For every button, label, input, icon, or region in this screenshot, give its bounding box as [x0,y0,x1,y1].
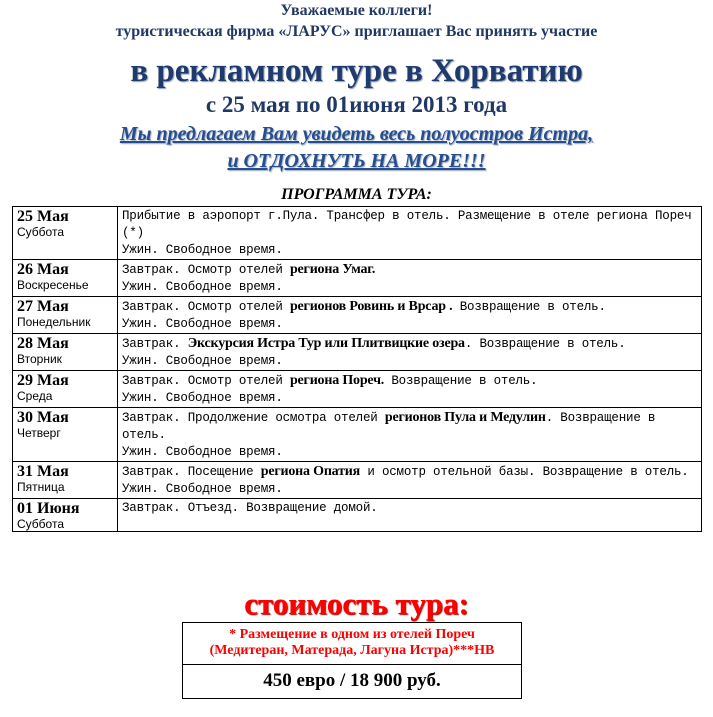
day-program [118,297,702,334]
program-text: Завтрак. [122,337,188,351]
weekday: Пятница [17,480,65,494]
program-highlight: регионов Ровинь и Врсар . [289,299,453,314]
table-row [13,260,702,297]
program-text: Ужин. Свободное время. [122,280,283,294]
program-text: Прибытие в аэропорт г.Пула. Трансфер в отель. Размещение в отеле региона Пореч (*) [122,209,692,240]
tour-cost-title: стоимость тура: [244,586,469,621]
day-date: 25 Мая [17,208,69,225]
table-row [13,297,702,334]
weekday: Вторник [17,352,62,366]
program-text: . Возвращение в отель. [464,337,626,351]
date-cell [13,408,118,462]
invitation-text: туристическая фирма «ЛАРУС» приглашает Вас принять участие [115,23,598,40]
program-highlight: Экскурсия Истра Тур или Плитвицкие озера [187,336,465,351]
day-program [118,207,702,260]
program-text: Ужин. Свободное время. [122,317,283,331]
day-program [118,371,702,408]
table-row [13,334,702,371]
program-text: Ужин. Свободное время. [122,391,283,405]
day-program [118,260,702,297]
date-cell [13,297,118,334]
day-program [118,408,702,462]
date-cell [13,499,118,532]
program-highlight: региона Умаг. [289,262,376,277]
day-program [118,334,702,371]
program-text: Ужин. Свободное время. [122,482,283,496]
table-row [13,408,702,462]
program-highlight: региона Опатия [260,464,361,479]
weekday: Суббота [17,517,64,531]
program-text: Завтрак. Отъезд. Возвращение домой. [122,501,378,515]
program-text: Завтрак. Осмотр отелей [122,374,290,388]
day-date: 28 Мая [17,335,69,352]
program-highlight: регионов Пула и Медулин [384,410,546,425]
date-cell [13,371,118,408]
day-program [118,462,702,499]
page-title: в рекламном туре в Хорватию [130,53,583,89]
weekday: Среда [17,389,53,403]
table-row [13,371,702,408]
day-program [118,499,702,532]
weekday: Воскресенье [17,278,89,292]
program-text: Завтрак. Осмотр отелей [122,263,290,277]
program-text: Возвращение в отель. [452,300,606,314]
slogan-line-2: и ОТДОХНУТЬ НА МОРЕ!!! [227,150,486,172]
day-date: 27 Мая [17,298,69,315]
day-date: 31 Мая [17,463,69,480]
tour-dates: с 25 мая по 01июня 2013 года [205,92,508,117]
weekday: Четверг [17,426,61,440]
day-date: 29 Мая [17,372,69,389]
greeting: Уважаемые коллеги! [280,2,433,19]
weekday: Суббота [17,225,64,239]
program-text: Ужин. Свободное время. [122,243,283,257]
day-date: 01 Июня [17,500,80,517]
date-cell [13,207,118,260]
program-text: Завтрак. Посещение [122,465,261,479]
program-text: Завтрак. Осмотр отелей [122,300,290,314]
slogan-line-1: Мы предлагаем Вам увидеть весь полуостров Истра, [119,123,594,145]
day-date: 30 Мая [17,409,69,426]
table-row [13,207,702,260]
program-highlight: региона Пореч. [289,373,385,388]
price-table [182,622,522,699]
day-date: 26 Мая [17,261,69,278]
program-table [12,206,702,532]
program-title: ПРОГРАММА ТУРА: [281,186,432,203]
program-text: и осмотр отельной базы. Возвращение в отель. [360,465,689,479]
date-cell [13,260,118,297]
program-text: . Возвращение в отель. [122,411,656,442]
table-row [13,499,702,532]
program-text: Завтрак. Продолжение осмотра отелей [122,411,385,425]
table-row [13,462,702,499]
weekday: Понедельник [17,315,91,329]
accommodation-note: * Размещение в одном из отелей Пореч (Медитеран, Матерада, Лагуна Истра)***HB [183,623,522,665]
program-text: Ужин. Свободное время. [122,445,283,459]
date-cell [13,334,118,371]
price-value: 450 евро / 18 900 руб. [183,665,522,699]
program-text: Возвращение в отель. [384,374,538,388]
program-text: Ужин. Свободное время. [122,354,283,368]
date-cell [13,462,118,499]
